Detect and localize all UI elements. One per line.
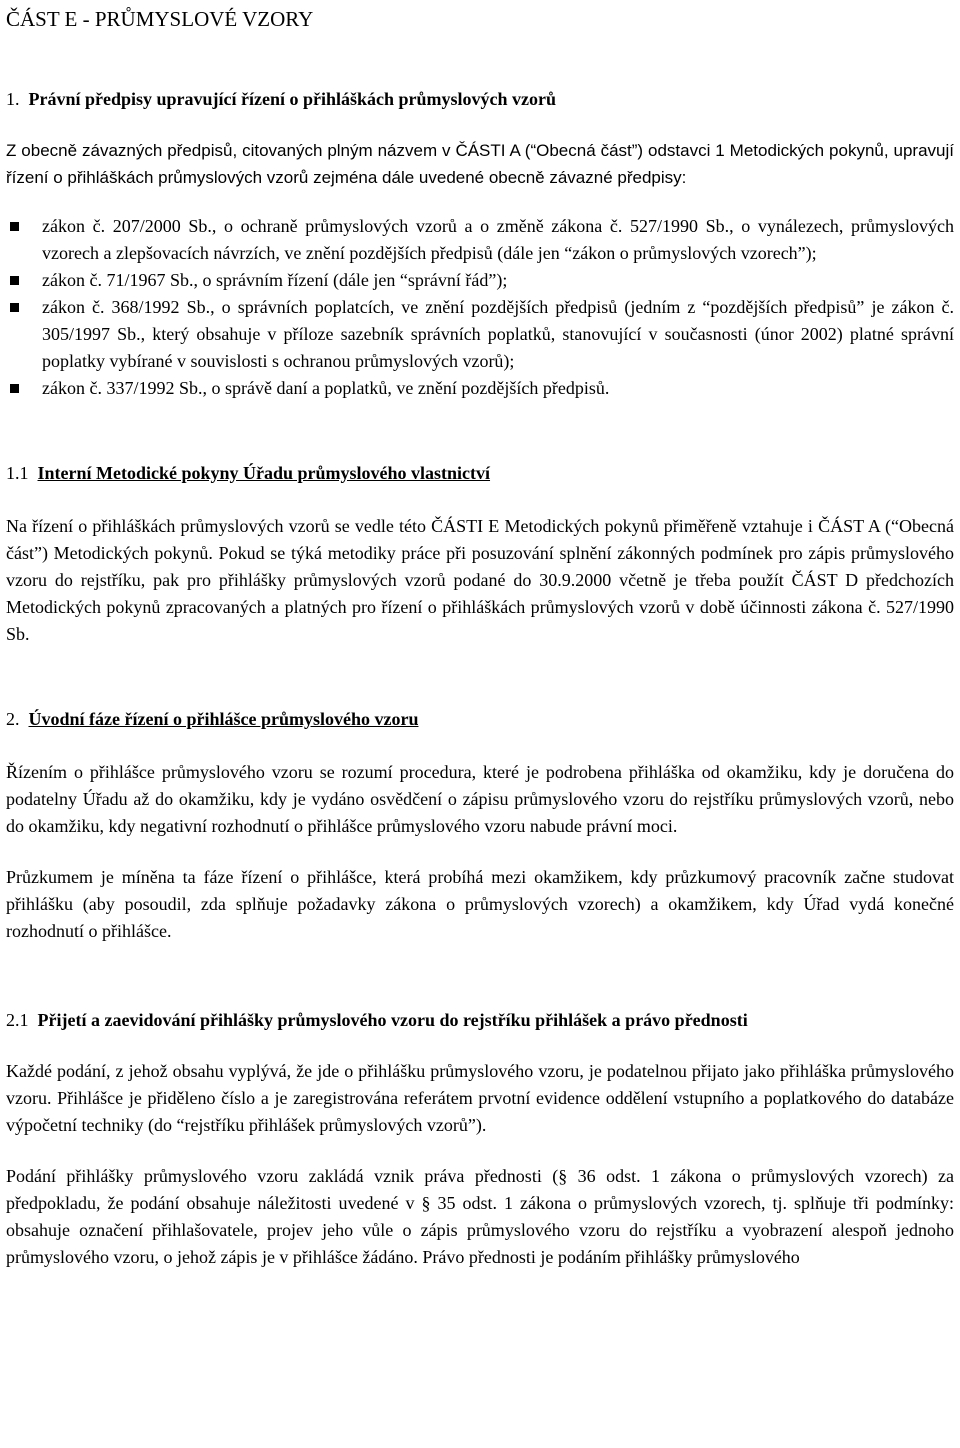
section-2-title: Úvodní fáze řízení o přihlášce průmyslového vzoru (28, 709, 419, 729)
section-2-paragraph-2: Průzkumem je míněna ta fáze řízení o přihlášce, která probíhá mezi okamžikem, kdy průzkumový pracovník začne studovat přihlášku (aby posoudil, zda splňuje požadavky zákona o průmyslových vzorech) a okamžikem, kdy Úřad vydá konečné rozhodnutí o přihlášce. (6, 867, 954, 941)
list-item (6, 213, 954, 267)
list-item (6, 267, 954, 294)
square-bullet-icon (10, 276, 19, 285)
section-2-1-paragraph-2: Podání přihlášky průmyslového vzoru zakládá vznik práva přednosti (§ 36 odst. 1 zákona o průmyslových vzorech) za předpokladu, že podání obsahuje náležitosti uvedené v § 35 odst. 1 zákona o průmyslových vzorech, tj. splňuje tři podmínky: obsahuje označení přihlašovatele, projev jeho vůle o zápis průmyslového vzoru do rejstříku a vyobrazení alespoň jednoho průmyslového vzoru, o jehož zápis je v přihlášce žádáno. Právo přednosti je podáním přihlášky průmyslového (6, 1166, 954, 1267)
document-title: ČÁST E - PRŮMYSLOVÉ VZORY (6, 7, 314, 31)
section-1-title: Právní předpisy upravující řízení o přihláškách průmyslových vzorů (28, 89, 557, 109)
section-1-1-number: 1.1 (6, 463, 29, 483)
section-1-1-heading (6, 460, 954, 487)
list-item-text: zákon č. 337/1992 Sb., o správě daní a poplatků, ve znění pozdějších předpisů. (42, 378, 610, 398)
section-2-1-title: Přijetí a zaevidování přihlášky průmyslového vzoru do rejstříku přihlášek a právo přednosti (37, 1010, 748, 1030)
square-bullet-icon (10, 222, 19, 231)
list-item-text: zákon č. 368/1992 Sb., o správních poplatcích, ve znění pozdějších předpisů (jedním z “pozdějších předpisů” je zákon č. 305/1997 Sb., který obsahuje v příloze sazebník správních poplatků, stanovující v současnosti (únor 2002) platné správní poplatky vybírané v souvislosti s ochranou průmyslových vzorů); (42, 297, 954, 371)
list-item (6, 294, 954, 375)
laws-list (6, 213, 954, 402)
square-bullet-icon (10, 303, 19, 312)
section-2-1-heading (6, 1007, 954, 1034)
square-bullet-icon (10, 384, 19, 393)
section-1-number: 1. (6, 89, 20, 109)
section-1-intro: Z obecně závazných předpisů, citovaných plným názvem v ČÁSTI A (“Obecná část”) odstavci 1 Metodických pokynů, upravují řízení o přihláškách průmyslových vzorů zejména dále uvedené obecně závazné předpisy: (6, 141, 954, 187)
list-item (6, 375, 954, 402)
section-2-heading (6, 706, 954, 733)
section-1-1-text: Na řízení o přihláškách průmyslových vzorů se vedle této ČÁSTI E Metodických pokynů přiměřeně vztahuje i ČÁST A (“Obecná část”) Metodických pokynů. Pokud se týká metodiky práce při posuzování splnění zákonných podmínek pro zápis průmyslového vzoru do rejstříku, pak pro přihlášky průmyslových vzorů podané do 30.9.2000 včetně je třeba použít ČÁST D předchozích Metodických pokynů zpracovaných a platných pro řízení o přihláškách průmyslových vzorů v době účinnosti zákona č. 527/1990 Sb. (6, 516, 954, 644)
document-page (6, 0, 954, 1271)
list-item-text: zákon č. 71/1967 Sb., o správním řízení (dále jen “správní řád”); (42, 270, 508, 290)
section-2-number: 2. (6, 709, 20, 729)
section-1-1-title: Interní Metodické pokyny Úřadu průmyslového vlastnictví (37, 463, 491, 483)
section-1-heading (6, 86, 954, 113)
section-2-1-number: 2.1 (6, 1010, 29, 1030)
section-2-1-paragraph-1: Každé podání, z jehož obsahu vyplývá, že jde o přihlášku průmyslového vzoru, je podatelnou přijato jako přihláška průmyslového vzoru. Přihlášce je přiděleno číslo a je zaregistrována referátem prvotní evidence oddělení vstupního a poplatkového do databáze výpočetní techniky (do “rejstříku přihlášek průmyslových vzorů”). (6, 1061, 954, 1135)
section-2-paragraph-1: Řízením o přihlášce průmyslového vzoru se rozumí procedura, které je podrobena přihláška od okamžiku, kdy je doručena do podatelny Úřadu až do okamžiku, kdy je vydáno osvědčení o zápisu průmyslového vzoru do rejstříku průmyslových vzorů, nebo do okamžiku, kdy negativní rozhodnutí o přihlášce průmyslového vzoru nabude právní moci. (6, 762, 954, 836)
list-item-text: zákon č. 207/2000 Sb., o ochraně průmyslových vzorů a o změně zákona č. 527/1990 Sb., o vynálezech, průmyslových vzorech a zlepšovacích návrzích, ve znění pozdějších předpisů (dále jen “zákon o průmyslových vzorech”); (42, 216, 954, 263)
